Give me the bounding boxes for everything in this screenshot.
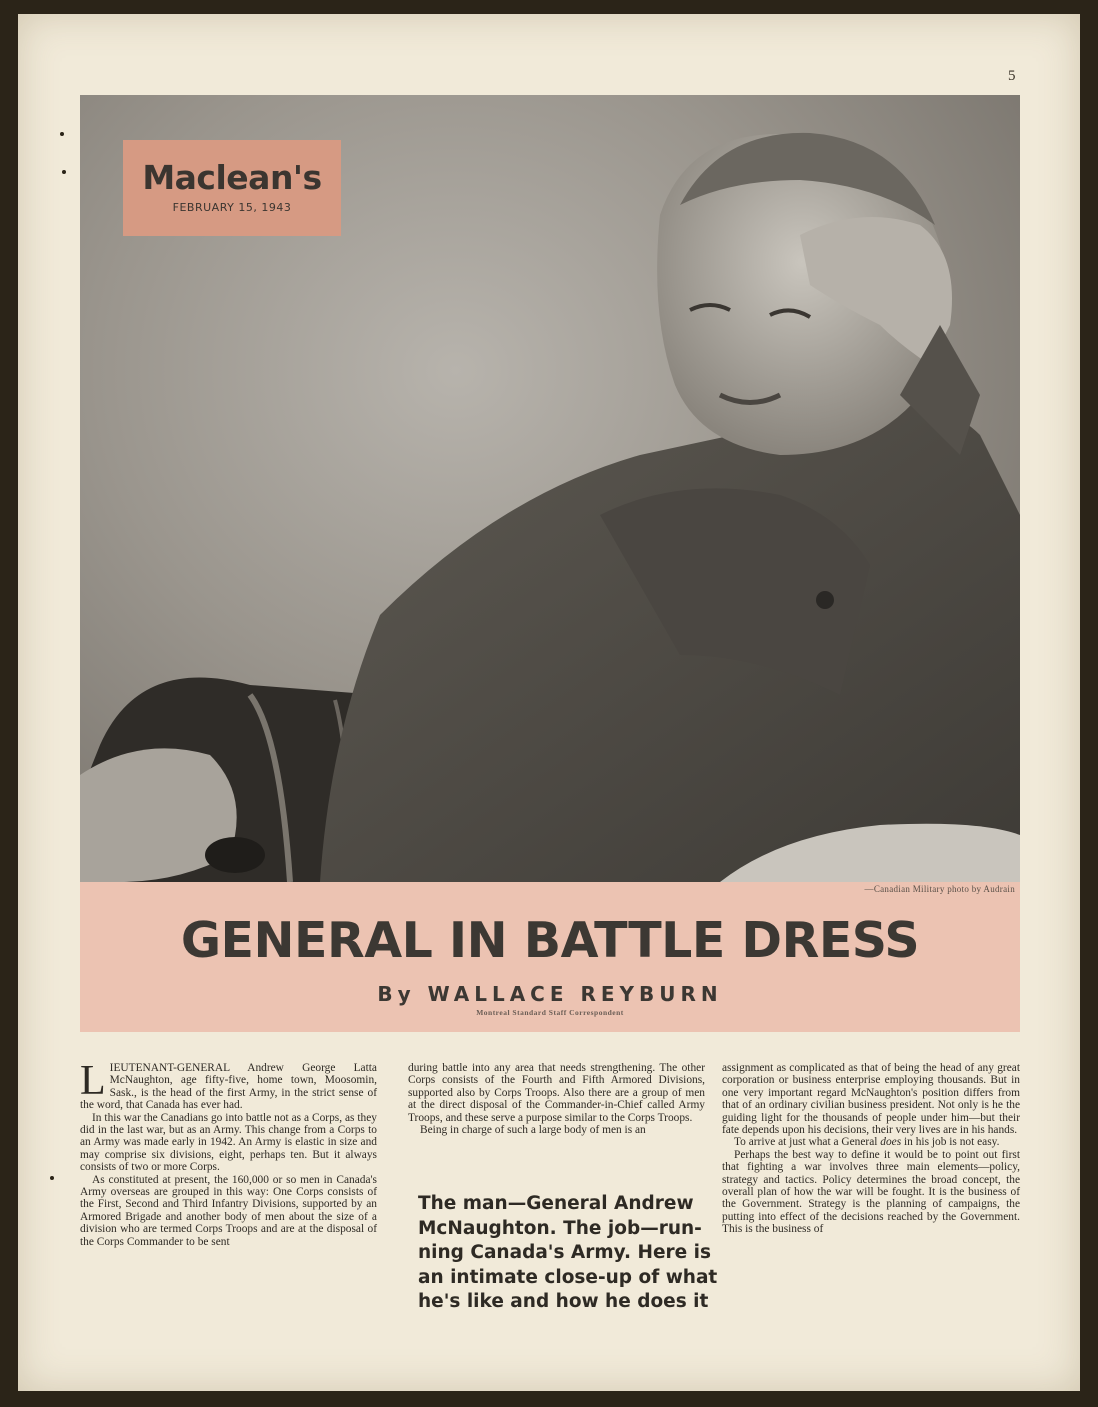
article-paragraph: To arrive at just what a General does in his job is not easy. <box>734 1136 1000 1149</box>
drop-cap: L <box>80 1058 106 1104</box>
article-column-3 <box>722 1062 1020 1236</box>
photo-credit: —Canadian Military photo by Audrain <box>864 884 1015 894</box>
binding-mark <box>60 132 64 136</box>
byline-affiliation: Montreal Standard Staff Correspondent <box>476 1008 624 1017</box>
article-column-2 <box>408 1062 705 1136</box>
article-column-1 <box>80 1058 377 1248</box>
masthead-badge <box>123 140 341 236</box>
masthead-title: Maclean's <box>142 158 322 197</box>
article-byline: By WALLACE REYBURN <box>377 982 723 1006</box>
pull-quote-line: he's like and how he does it <box>418 1291 709 1312</box>
article-headline: GENERAL IN BATTLE DRESS <box>180 912 920 969</box>
article-paragraph: In this war the Canadians go into battle not as a Corps, as they did in the last war, but as an Army. This change from a Corps to an Army was made early in 1942. An Army is elastic in size and may comprise six divisions, eight, perhaps ten. But it always consists of two or more Corps. <box>80 1111 377 1174</box>
masthead-date: FEBRUARY 15, 1943 <box>172 201 292 214</box>
pull-quote-line: an intimate close-up of what <box>418 1266 718 1288</box>
article-paragraph: LIEUTENANT-GENERAL Andrew George Latta McNaughton, age fifty-five, home town, Moosomin, Sask., is the head of the first Army, in the strict sense of the word, that Canada has ever had. <box>80 1058 377 1112</box>
pull-quote-line: McNaughton. The job—run- <box>418 1217 702 1239</box>
binding-mark <box>50 1176 54 1180</box>
pull-quote <box>418 1192 718 1315</box>
page-number: 5 <box>1008 68 1016 84</box>
title-band <box>80 882 1020 1032</box>
pull-quote-line: The man—General Andrew <box>418 1193 694 1214</box>
article-paragraph: assignment as complicated as that of being the head of any great corporation or business enterprise employing thousands. But in one very important regard McNaughton's position differs from that of an ordinary civilian business president. Not only is he the guiding light for the thousands of people under him—but their fate depends upon his decisions, their very lives are in his hands. <box>722 1062 1020 1137</box>
article-paragraph: As constituted at present, the 160,000 or so men in Canada's Army overseas are grouped in this way: One Corps consists of the First, Second and Third Infantry Divisions, supported by an Armored Brigade and another body of men about the size of a division who are termed Corps Troops and are at the disposal of the Corps Commander to be sent <box>80 1173 377 1248</box>
article-paragraph: during battle into any area that needs strengthening. The other Corps consists of the Fourth and Fifth Armored Divisions, supported also by Corps Troops. Also there are a group of men at the direct disposal of the Commander-in-Chief called Army Troops, and these serve a purpose similar to the Corps Troops. <box>408 1062 705 1124</box>
pull-quote-line: ning Canada's Army. Here is <box>418 1242 711 1263</box>
article-paragraph: Being in charge of such a large body of men is an <box>420 1124 646 1137</box>
article-paragraph: Perhaps the best way to define it would be to point out first that fighting a war involves three main elements—policy, strategy and tactics. Policy determines the broad concept, the overall plan of how the war will be fought. It is the business of the Government. Strategy is the planning of campaigns, the putting into effect of the decisions reached by the Government. This is the business of <box>722 1148 1020 1236</box>
binding-mark <box>62 170 66 174</box>
